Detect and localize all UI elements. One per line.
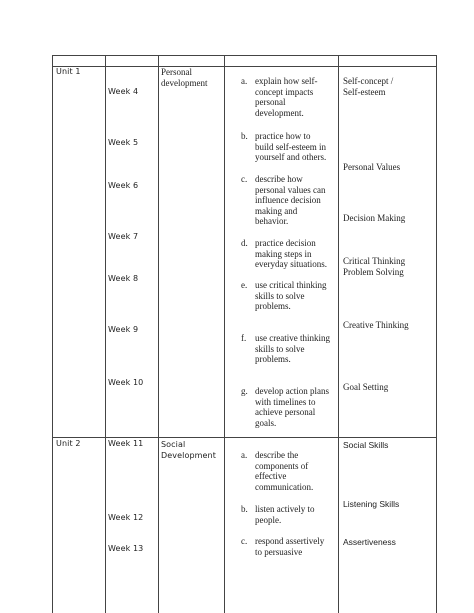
objective-letter: b.	[241, 504, 248, 514]
week-label: Week 6	[108, 181, 139, 190]
header-row-divider	[52, 66, 437, 67]
week-label: Week 8	[108, 274, 139, 283]
col-border-5	[338, 55, 339, 613]
objective-text: use creative thinking skills to solve problems.	[255, 333, 330, 364]
objective-text: develop action plans with timelines to achieve personal goals.	[255, 386, 329, 428]
col-border-2	[105, 55, 106, 613]
objective-text: describe how personal values can influence decision making and behavior.	[255, 174, 326, 226]
skill-label: Creative Thinking	[343, 320, 409, 330]
col-border-4	[224, 55, 225, 613]
unit-label: Unit 1	[56, 67, 81, 76]
objective-letter: b.	[241, 131, 248, 141]
development-area: Personal development	[161, 67, 208, 88]
objective-text: describe the components of effective communication.	[255, 450, 314, 492]
objective-letter: e.	[241, 280, 248, 290]
skill-label: Social Skills	[343, 440, 389, 450]
week-label: Week 4	[108, 87, 139, 96]
objective-text: practice how to build self-esteem in yourself and others.	[255, 131, 327, 162]
skill-label: Decision Making	[343, 213, 406, 223]
week-label: Week 10	[108, 378, 144, 387]
week-label: Week 12	[108, 513, 144, 522]
objective-letter: a.	[241, 76, 248, 86]
week-label: Week 11	[108, 439, 144, 448]
development-area: Social Development	[161, 440, 216, 460]
objective-text: practice decision making steps in everyday situations.	[255, 238, 327, 269]
objective-letter: c.	[241, 536, 248, 546]
unit-row-divider	[52, 437, 437, 438]
skill-label: Goal Setting	[343, 382, 389, 392]
week-label: Week 13	[108, 544, 144, 553]
skill-label: Listening Skills	[343, 499, 400, 509]
week-label: Week 9	[108, 325, 139, 334]
table-border-top	[52, 55, 437, 56]
objective-letter: c.	[241, 174, 248, 184]
skill-label: Self-concept / Self-esteem	[343, 76, 394, 97]
objective-text: use critical thinking skills to solve problems.	[255, 280, 327, 311]
col-border-3	[158, 55, 159, 613]
objective-text: explain how self- concept impacts personal development.	[255, 76, 318, 118]
week-label: Week 7	[108, 232, 139, 241]
objective-text: respond assertively to persuasive	[255, 536, 325, 557]
skill-label: Assertiveness	[343, 537, 396, 547]
week-label: Week 5	[108, 138, 139, 147]
objective-letter: f.	[241, 333, 247, 343]
objective-letter: g.	[241, 386, 248, 396]
skill-label: Personal Values	[343, 162, 401, 172]
col-border-1	[52, 55, 53, 613]
objective-text: listen actively to people.	[255, 504, 315, 525]
objective-letter: a.	[241, 450, 248, 460]
col-border-6	[436, 55, 437, 613]
unit-label: Unit 2	[56, 439, 81, 448]
objective-letter: d.	[241, 238, 248, 248]
skill-label: Critical Thinking Problem Solving	[343, 256, 406, 277]
